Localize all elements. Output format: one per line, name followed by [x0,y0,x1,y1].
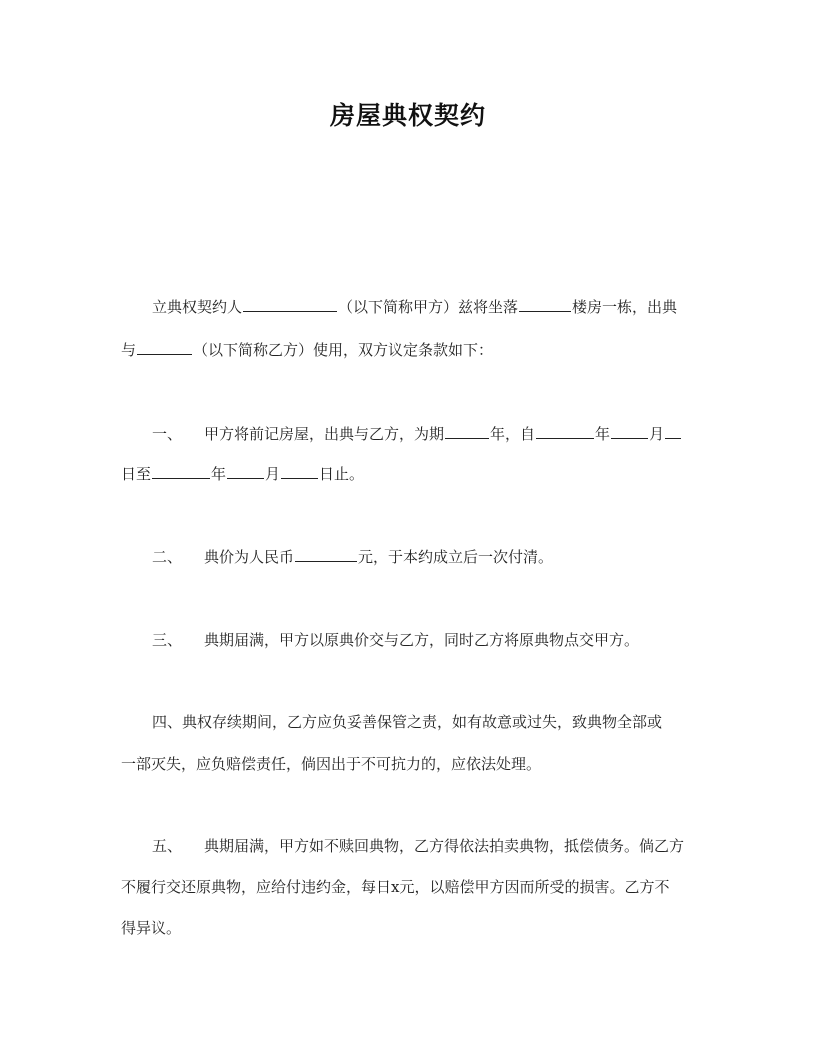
clause-text: 月 [649,425,665,443]
clause-text: 典权存续期间，乙方应负妥善保管之责，如有故意或过失，致典物全部或 [182,713,663,731]
clause-text: 不履行交还原典物，应给付违约金，每日x元，以赔偿甲方因而所受的损害。乙方不 [121,878,670,896]
end-month-blank[interactable] [227,464,264,479]
start-month-blank[interactable] [611,424,648,439]
party-a-blank[interactable] [243,297,337,312]
preamble-line-2 [121,340,493,360]
clause-5-line-2 [121,877,669,897]
clause-number: 四、 [152,713,183,731]
start-day-blank[interactable] [665,424,681,439]
clause-number: 一、 [152,425,183,443]
document-title: 房屋典权契约 [329,101,486,130]
start-year-blank[interactable] [536,424,594,439]
party-b-blank[interactable] [137,340,192,355]
clause-5-line-1 [152,836,684,856]
clause-5-line-3 [121,918,181,938]
end-year-blank[interactable] [152,464,210,479]
clause-4-line-2 [121,754,541,774]
clause-number: 三、 [152,631,183,649]
price-blank[interactable] [295,547,357,562]
clause-text: 元，于本约成立后一次付清。 [358,548,554,566]
term-years-blank[interactable] [445,424,489,439]
clause-text: 典期届满，甲方如不赎回典物，乙方得依法拍卖典物，抵偿债务。倘乙方 [204,837,685,855]
clause-text: 年 [211,465,227,483]
preamble-text: （以下简称乙方）使用，双方议定条款如下： [193,341,494,359]
preamble-text: 与 [121,341,137,359]
clause-text: 日至 [121,465,152,483]
clause-4-line-1 [152,712,662,732]
clause-text: 年，自 [490,425,536,443]
clause-text: 年 [595,425,611,443]
clause-1-line-1 [152,424,682,444]
clause-text: 日止。 [319,465,365,483]
location-blank[interactable] [519,297,571,312]
clause-text: 典期届满，甲方以原典价交与乙方，同时乙方将原典物点交甲方。 [204,631,640,649]
clause-number: 五、 [152,837,183,855]
clause-3-line-1 [152,630,639,650]
clause-2-line-1 [152,547,553,567]
end-day-blank[interactable] [281,464,318,479]
preamble-text: 楼房一栋，出典 [572,298,678,316]
preamble-text: 立典权契约人 [152,298,243,316]
clause-text: 典价为人民币 [204,548,295,566]
clause-number: 二、 [152,548,183,566]
clause-text: 月 [265,465,281,483]
preamble-line-1 [152,297,677,317]
clause-text: 甲方将前记房屋，出典与乙方，为期 [204,425,445,443]
clause-1-line-2 [121,464,364,484]
preamble-text: （以下简称甲方）兹将坐落 [338,298,519,316]
clause-text: 得异议。 [121,919,182,937]
clause-text: 一部灭失，应负赔偿责任，倘因出于不可抗力的，应依法处理。 [121,755,542,773]
